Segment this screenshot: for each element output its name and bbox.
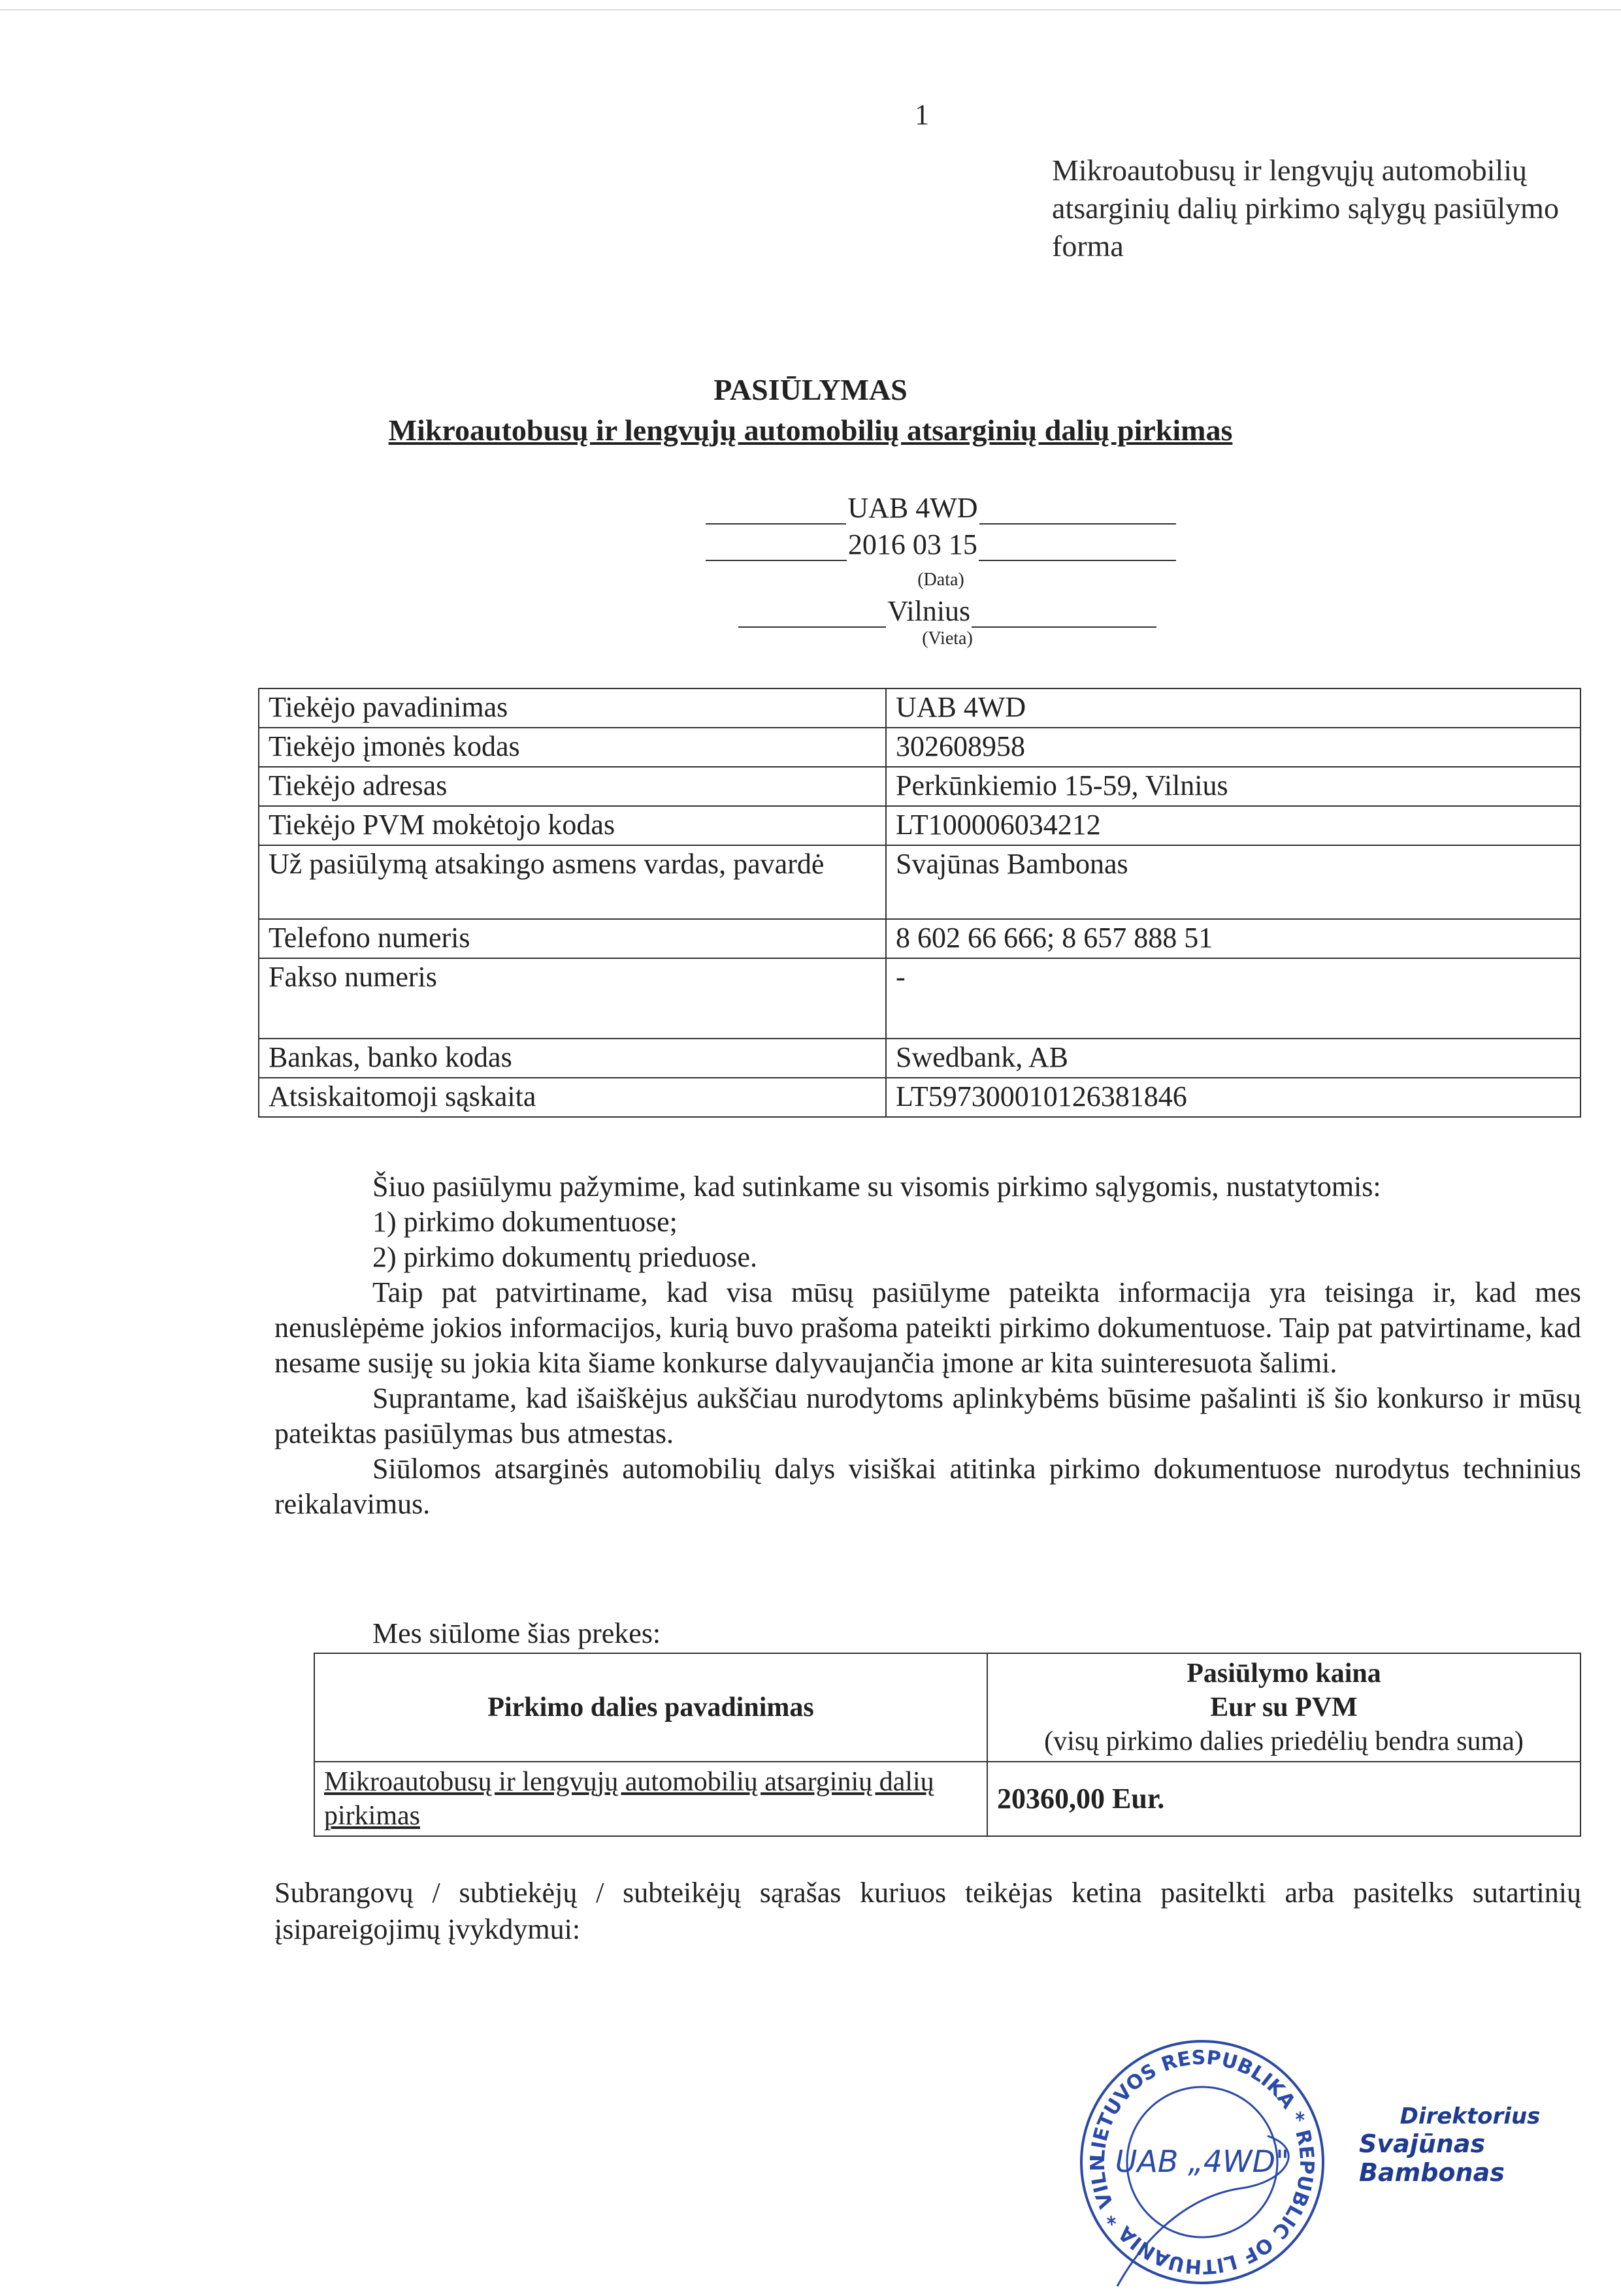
table-row (259, 958, 1580, 1039)
date-caption: (Data) (917, 570, 964, 590)
offer-intro: Mes siūlome šias prekes: (372, 1617, 661, 1649)
table-header-row (314, 1653, 1580, 1762)
row-label: Telefono numeris (259, 919, 886, 958)
row-value: Swedbank, AB (886, 1039, 1580, 1078)
row-value: UAB 4WD (886, 688, 1580, 728)
table-row (259, 767, 1580, 806)
table-row (259, 688, 1580, 728)
table-row (259, 806, 1580, 845)
date-fill-line (706, 528, 1176, 561)
header-note-line: forma (1052, 229, 1124, 263)
table-row (314, 1762, 1580, 1836)
row-value: 8 602 66 666; 8 657 888 51 (886, 919, 1580, 958)
row-label: Bankas, banko kodas (259, 1039, 886, 1078)
supplier-name-value: UAB 4WD (847, 492, 978, 524)
row-label: Tiekėjo adresas (259, 767, 886, 806)
table-row (259, 1078, 1580, 1117)
date-value: 2016 03 15 (847, 528, 977, 560)
header-note-line: atsarginių dalių pirkimo sąlygų pasiūlymo (1052, 191, 1559, 225)
row-label: Tiekėjo pavadinimas (259, 688, 886, 728)
part-name-cell: Mikroautobusų ir lengvųjų automobilių atsarginių dalių pirkimas (314, 1762, 987, 1836)
offer-table (314, 1653, 1581, 1837)
row-value: Perkūnkiemio 15-59, Vilnius (886, 767, 1580, 806)
price-header-note: (visų pirkimo dalies priedėlių bendra suma) (1044, 1726, 1524, 1756)
scan-edge (0, 0, 1621, 10)
place-caption: (Vieta) (922, 628, 973, 649)
statement-list-item: 2) pirkimo dokumentų prieduose. (372, 1241, 758, 1273)
form-header-note (1052, 152, 1588, 265)
statement-paragraph: Taip pat patvirtiname, kad visa mūsų pasiūlyme pateikta informacija yra teisinga ir, kad mes nenuslėpėme jokios informacijos, kurią buvo prašoma pateikti pirkimo dokumentuose. Taip pat patvirtiname, kad nesame susiję su jokia kita šiame konkurse dalyvaujančia įmone ar kita suinteresuota šalimi. (274, 1276, 1581, 1379)
signer-name: Svajūnas Bambonas (1359, 2129, 1505, 2187)
row-label: Už pasiūlymą atsakingo asmens vardas, pavardė (259, 845, 886, 919)
row-label: Tiekėjo įmonės kodas (259, 728, 886, 767)
price-cell: 20360,00 Eur. (987, 1762, 1580, 1836)
supplier-info-table (258, 688, 1581, 1118)
table-row (259, 845, 1580, 919)
row-value: LT100006034212 (886, 806, 1580, 845)
page-number: 1 (915, 99, 929, 131)
subcontractors-text: Subrangovų / subtiekėjų / subteikėjų sąrašas kuriuos teikėjas ketina pasitelkti arba pasitelks sutartinių įsipareigojimų įvykdymui: (274, 1877, 1581, 1945)
header-note-line: Mikroautobusų ir lengvųjų automobilių (1052, 154, 1527, 187)
company-stamp (1072, 2031, 1333, 2293)
place-value: Vilnius (887, 595, 971, 627)
supplier-fill-line (706, 491, 1176, 525)
row-value: Svajūnas Bambonas (886, 845, 1580, 919)
statement-text (274, 1169, 1581, 1522)
row-label: Atsiskaitomoji sąskaita (259, 1078, 886, 1117)
row-value: 302608958 (886, 728, 1580, 767)
row-label: Tiekėjo PVM mokėtojo kodas (259, 806, 886, 845)
row-value: - (886, 958, 1580, 1039)
stamp-ring-text: LIETUVOS RESPUBLIKA * REPUBLIC OF LITHUANIA * VILN (1086, 2046, 1318, 2278)
statement-list-item: 1) pirkimo dokumentuose; (372, 1206, 678, 1238)
statement-paragraph: Siūlomos atsarginės automobilių dalys visiškai atitinka pirkimo dokumentuose nurodytus techninius reikalavimus. (274, 1453, 1581, 1520)
document-title: PASIŪLYMAS (713, 373, 908, 406)
document-subtitle: Mikroautobusų ir lengvųjų automobilių atsarginių dalių pirkimas (388, 413, 1233, 447)
col-header-price (987, 1653, 1580, 1762)
table-row (259, 1039, 1580, 1078)
row-value: LT597300010126381846 (886, 1078, 1580, 1117)
statement-paragraph: Šiuo pasiūlymu pažymime, kad sutinkame su visomis pirkimo sąlygomis, nustatytomis: (372, 1171, 1381, 1203)
table-row (259, 919, 1580, 958)
col-header-part-name: Pirkimo dalies pavadinimas (314, 1653, 987, 1762)
stamp-seal-icon (1072, 2031, 1333, 2293)
place-fill-line (738, 594, 1156, 628)
signer-position: Direktorius (1400, 2103, 1541, 2129)
row-label: Fakso numeris (259, 958, 886, 1039)
signature-block (1359, 2103, 1581, 2187)
stamp-center-text: UAB „4WD" (1115, 2144, 1290, 2179)
table-row (259, 728, 1580, 767)
statement-paragraph: Suprantame, kad išaiškėjus aukščiau nurodytoms aplinkybėms būsime pašalinti iš šio konkurso ir mūsų pateiktas pasiūlymas bus atmestas. (274, 1382, 1581, 1449)
price-header-line: Pasiūlymo kaina (1187, 1658, 1381, 1689)
price-header-line: Eur su PVM (1210, 1692, 1358, 1722)
